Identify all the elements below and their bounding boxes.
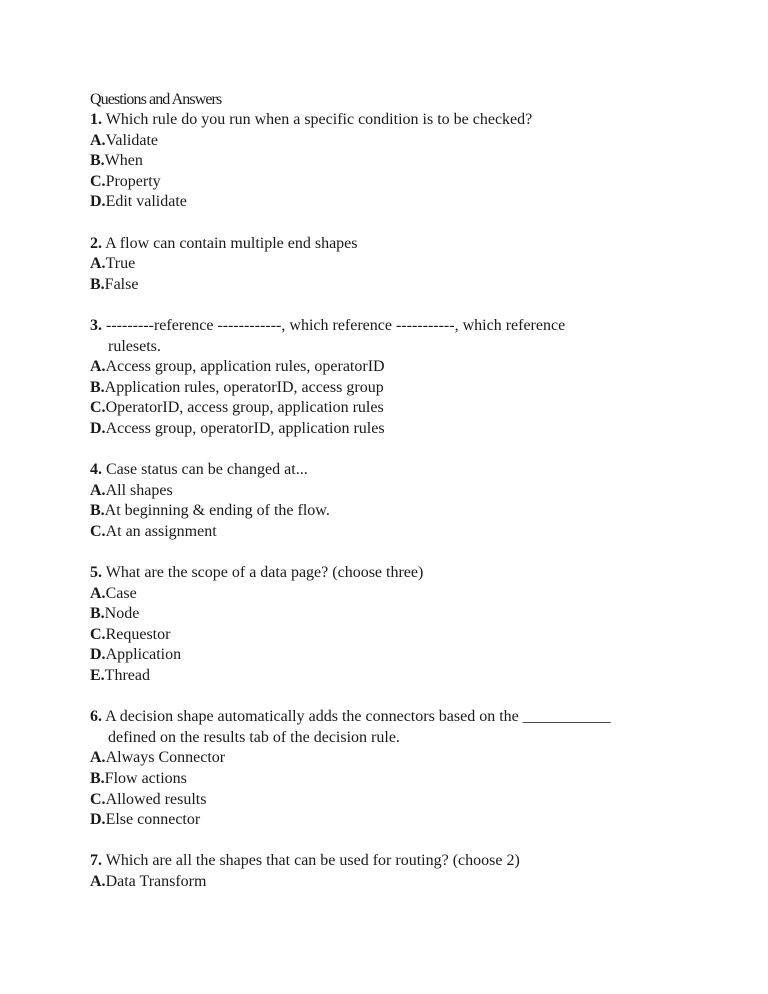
question-text: Which rule do you run when a specific condition is to be checked? <box>105 111 533 128</box>
question-line <box>90 110 710 131</box>
option-letter: B. <box>90 275 105 293</box>
option-letter: C. <box>90 625 106 643</box>
option-text: Case <box>105 584 137 602</box>
option-text: False <box>104 275 139 293</box>
option-letter: A. <box>90 255 106 273</box>
page-heading: Questions and Answers <box>90 91 222 108</box>
answer-option <box>90 192 710 213</box>
option-letter: A. <box>90 481 106 499</box>
answer-option <box>90 398 710 419</box>
question-number: 4. <box>90 461 102 479</box>
question-block <box>90 851 710 892</box>
question-line <box>90 563 710 584</box>
option-text: Requestor <box>105 625 171 643</box>
option-letter: A. <box>90 358 106 376</box>
option-text: Thread <box>104 667 150 685</box>
option-text: When <box>104 152 143 170</box>
option-text: Property <box>105 172 161 190</box>
answer-option <box>90 172 710 193</box>
question-text: A decision shape automatically adds the connectors based on the ___________ <box>105 708 611 726</box>
option-text: Data Transform <box>105 872 207 890</box>
spacer <box>90 295 710 316</box>
option-letter: D. <box>90 646 106 664</box>
question-block <box>90 234 710 296</box>
answer-option <box>90 872 710 893</box>
option-text: True <box>105 255 136 273</box>
quiz-content <box>90 90 710 893</box>
answer-option <box>90 481 710 502</box>
question-line-continued: defined on the results tab of the decision rule. <box>108 728 400 746</box>
option-text: Edit validate <box>105 193 187 211</box>
option-text: Access group, operatorID, application rules <box>105 419 385 437</box>
question-text: What are the scope of a data page? (choose three) <box>105 564 424 582</box>
question-number: 1. <box>90 111 102 128</box>
option-letter: B. <box>90 152 105 170</box>
option-text: Always Connector <box>105 749 226 767</box>
answer-option <box>90 666 710 687</box>
answer-option <box>90 522 710 543</box>
option-letter: D. <box>90 419 106 437</box>
question-block <box>90 563 710 687</box>
answer-option <box>90 131 710 152</box>
spacer <box>90 213 710 234</box>
answer-option <box>90 790 710 811</box>
question-line <box>90 707 710 728</box>
option-text: Application <box>105 646 182 664</box>
spacer <box>90 831 710 852</box>
question-text: Which are all the shapes that can be used for routing? (choose 2) <box>105 852 520 870</box>
answer-option <box>90 604 710 625</box>
question-block <box>90 460 710 542</box>
option-text: At beginning & ending of the flow. <box>104 502 330 520</box>
answer-option <box>90 151 710 172</box>
option-letter: E. <box>90 667 105 685</box>
question-number: 7. <box>90 852 102 870</box>
question-block <box>90 707 710 831</box>
answer-option <box>90 378 710 399</box>
answer-option <box>90 810 710 831</box>
question-line <box>90 316 710 337</box>
answer-option <box>90 584 710 605</box>
option-text: Flow actions <box>104 770 187 787</box>
question-number: 3. <box>90 316 102 334</box>
option-letter: B. <box>90 605 105 623</box>
option-letter: C. <box>90 172 106 190</box>
answer-option <box>90 501 710 522</box>
spacer <box>90 440 710 461</box>
question-number: 6. <box>90 708 102 726</box>
option-text: Application rules, operatorID, access group <box>104 378 384 396</box>
option-text: At an assignment <box>105 522 217 540</box>
question-line <box>90 851 710 872</box>
option-text: Else connector <box>105 811 201 829</box>
option-letter: D. <box>90 811 106 829</box>
spacer <box>90 687 710 708</box>
option-letter: A. <box>90 131 106 149</box>
option-letter: B. <box>90 502 105 520</box>
option-text: Allowed results <box>105 790 207 808</box>
question-text: A flow can contain multiple end shapes <box>105 234 358 252</box>
option-text: Access group, application rules, operatorID <box>105 358 385 376</box>
option-letter: C. <box>90 790 106 808</box>
answer-option <box>90 275 710 296</box>
question-line <box>90 460 710 481</box>
spacer <box>90 542 710 563</box>
question-block <box>90 110 710 213</box>
option-text: All shapes <box>105 481 173 499</box>
option-letter: C. <box>90 522 106 540</box>
question-text: Case status can be changed at... <box>106 461 308 479</box>
question-number: 2. <box>90 234 102 252</box>
answer-option <box>90 769 710 790</box>
question-text: ---------reference ------------, which reference -----------, which reference <box>106 316 566 334</box>
question-block <box>90 316 710 440</box>
option-letter: D. <box>90 193 106 211</box>
answer-option <box>90 625 710 646</box>
option-letter: A. <box>90 749 106 767</box>
answer-option <box>90 254 710 275</box>
option-letter: B. <box>90 378 105 396</box>
question-line <box>90 234 710 255</box>
option-letter: A. <box>90 584 106 602</box>
option-letter: A. <box>90 872 106 890</box>
option-text: OperatorID, access group, application rules <box>105 399 384 417</box>
option-letter: C. <box>90 399 106 417</box>
answer-option <box>90 645 710 666</box>
answer-option <box>90 748 710 769</box>
question-number: 5. <box>90 564 102 582</box>
answer-option <box>90 419 710 440</box>
option-text: Validate <box>105 131 158 149</box>
option-text: Node <box>104 605 140 623</box>
question-line-continued: rulesets. <box>108 337 161 355</box>
option-letter: B. <box>90 770 105 787</box>
answer-option <box>90 357 710 378</box>
